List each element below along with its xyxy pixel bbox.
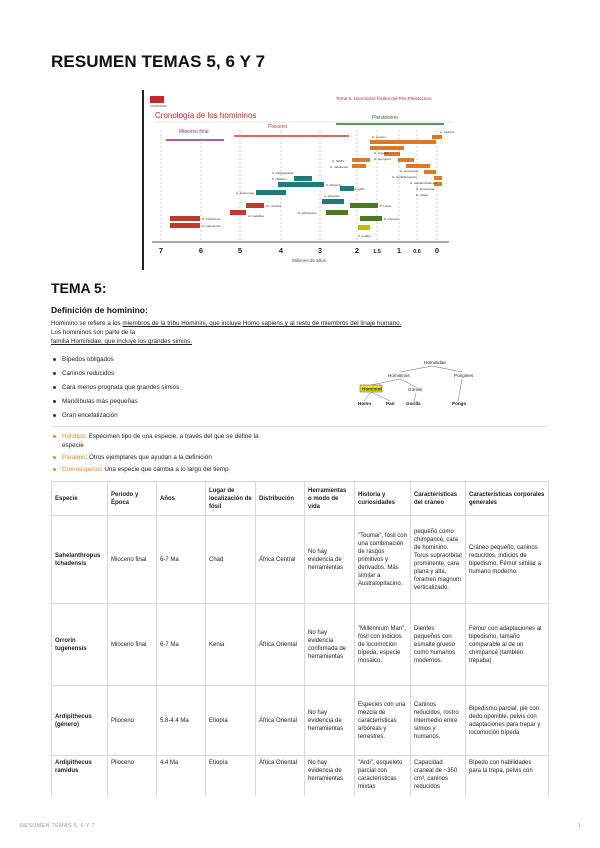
species-label: H. naledi [416, 193, 428, 197]
bar-ergaster [370, 146, 404, 150]
species-label: S. tchadensis [202, 217, 221, 221]
table-header-cell: Características del cráneo [411, 482, 466, 516]
bar-sahelanthropus [170, 216, 200, 221]
species-label: O. tugenensis [202, 224, 221, 228]
hominin-chronology-figure [142, 90, 460, 270]
traits-list [53, 352, 179, 422]
table-cell: Chad [206, 516, 256, 604]
species-label: H. floresiensis [416, 187, 435, 191]
table-cell: "Toumai", fósil con una combinación de rasgos primitivos y derivados. Más similar a Australopitacino. [355, 516, 411, 604]
bullet-icon [53, 468, 56, 471]
definition-term: Cronoespecie [62, 466, 101, 473]
table-header-cell: Características corporales generales [466, 482, 549, 516]
bar-sapiens [432, 135, 442, 139]
tick-label: 7 [158, 246, 164, 255]
list-item [53, 380, 179, 394]
bar-antecessor [398, 158, 414, 162]
tree-edges [364, 366, 462, 401]
tick-label: 1 [396, 246, 402, 255]
bar-ardipithecus-kadabba [230, 210, 246, 215]
bar-heidelbergensis [406, 164, 430, 168]
table-cell: No hay evidencia de herramientas [305, 686, 355, 756]
tree-root: Hominidae [424, 360, 446, 365]
table-cell: Ardipithecus ramidus [52, 756, 108, 796]
table-cell: 6-7 Ma [157, 604, 206, 686]
table-cell: África Central [256, 516, 305, 604]
bullet-icon [53, 386, 56, 389]
tick-label: 4 [278, 246, 284, 255]
bar-rudolfensis [352, 164, 366, 168]
bar-boisei [350, 203, 378, 208]
bar-afarensis [278, 182, 324, 187]
bullet-icon [53, 435, 56, 438]
bar-habilis [352, 158, 370, 162]
species-label: K. platyops [272, 177, 287, 181]
table-cell: África Oriental [256, 686, 305, 756]
list-item-text: Mandíbulas más pequeñas [62, 397, 138, 405]
tick-label: 1.5 [373, 249, 381, 255]
bullet-icon [53, 372, 56, 375]
taxonomy-tree [354, 358, 484, 410]
species-label: H. heidelbergensis [392, 175, 417, 179]
list-item [53, 394, 179, 408]
paragraph-family-link[interactable]: familia Hominidae, que incluye los grandes simios. [51, 338, 193, 345]
bullet-icon [53, 358, 56, 361]
table-cell: Ardipithecus (género) [52, 686, 108, 756]
tree-leaf: Gorilla [406, 401, 421, 406]
tick-label: 3 [317, 246, 323, 255]
table-cell: No hay evidencia confirmada de herramientas [305, 604, 355, 686]
period-label-mioceno: Mioceno final [179, 129, 209, 135]
tree-node-right: Pongines [454, 373, 474, 378]
species-label: Ar. kadabba [248, 214, 265, 218]
university-logo [150, 96, 164, 103]
definition-term: Paratipo [62, 454, 86, 461]
species-label: A. anamensis [236, 191, 255, 195]
species-label: Ar. ramidus [266, 204, 282, 208]
table-cell: 4.4 Ma [157, 756, 206, 796]
bar-garhi [340, 186, 354, 191]
table-cell: Plioceno [108, 686, 157, 756]
species-label: A. garhi [354, 187, 365, 191]
table-cell: Orrorin tugenensis [52, 604, 108, 686]
table-cell: Etiopía [206, 686, 256, 756]
species-label: A. afarensis [326, 183, 342, 187]
list-item [53, 453, 273, 462]
bar-aethiopicus [326, 210, 348, 215]
species-label: A. bahrelghazali [272, 171, 294, 175]
species-label: H. antecessor [400, 169, 419, 173]
bullet-icon [53, 456, 56, 459]
page-title: RESUMEN TEMAS 5, 6 Y 7 [51, 52, 266, 71]
bar-sediba [358, 225, 370, 230]
paragraph-hominino [51, 319, 401, 328]
table-row [52, 756, 549, 796]
species-label: H. ergaster [374, 151, 389, 155]
table-row [52, 686, 549, 756]
species-label: H. sapiens [440, 130, 455, 134]
axis-label: Millones de años [292, 258, 326, 263]
table-header-cell: Periodo y Época [108, 482, 157, 516]
list-item-text: Gran encefalización [62, 411, 118, 419]
list-item-text: Cara menos prognata que grandes simios [62, 383, 180, 391]
divider [51, 426, 548, 427]
table-cell: Especies con una mezcla de características arbóreas y terrestres. [355, 686, 411, 756]
species-label: H. erectus [372, 135, 386, 139]
tree-node-mid: Gorilini [408, 387, 423, 392]
bar-orrorin [170, 223, 200, 228]
type-definitions [53, 432, 273, 477]
species-label: P. aethiopicus [298, 211, 317, 215]
definition-body: : Otros ejemplares que ayudan a la definición [85, 454, 212, 461]
table-cell: África Oriental [256, 604, 305, 686]
table-row [52, 516, 549, 604]
species-label: P. robustus [384, 217, 399, 221]
table-cell: Plioceno [108, 756, 157, 796]
species-label: H. georgicus [374, 157, 391, 161]
footer-title: RESUMEN TEMAS 5, 6 Y 7 [20, 823, 95, 829]
paragraph-family: Los homininos son parte de la [51, 329, 136, 336]
bar-floresiensis [434, 176, 442, 180]
bar-bahrelghazali [294, 176, 312, 181]
table-cell: Capacidad craneal de ~350 cm³, caninos reducidos [411, 756, 466, 796]
table-header-cell: Distribución [256, 482, 305, 516]
table-row [52, 604, 549, 686]
footer-page-number: 1 [578, 823, 582, 829]
paragraph-link[interactable]: miembros de la tribu Hominini, que incluye Homo sapiens y al resto de miembros del linaje humano. [122, 320, 402, 327]
table-cell: No hay evidencia de herramientas [305, 756, 355, 796]
list-item [53, 432, 273, 450]
tick-label: 2 [354, 246, 360, 255]
table-cell: Bipedismo parcial, pie con dedo oponible, pelvis con adaptaciones para trepar y locomoción bípeda [466, 686, 549, 756]
definition-body: : Espécimen tipo de una especie, a través del que se define la especie [62, 433, 259, 449]
bar-anamensis [256, 190, 286, 195]
tree-leaf: Homo [358, 401, 372, 406]
table-cell: Dientes pequeños con esmalte grueso como humanos modernos. [411, 604, 466, 686]
list-item [53, 408, 179, 422]
bar-africanus [322, 199, 344, 204]
figure-subtitle: Tema 5. Homínidos fósiles del Plio-Pleistoceno [336, 96, 432, 101]
table-cell: Bípedo con habilidades para la trepa, pelvis con [466, 756, 549, 796]
list-item-text: Caninos reducidos [62, 369, 115, 377]
table-cell: Etiopía [206, 756, 256, 796]
period-label-pleistoceno: Pleistoceno [372, 115, 398, 121]
table-cell: "Millennium Man", fósil con indicios de locomoción bípeda, especie mosaico. [355, 604, 411, 686]
species-label: A. africanus [324, 194, 340, 198]
table-header-row [52, 482, 549, 516]
figure-heading: Cronología de los homininos [155, 111, 257, 120]
bullet-icon [53, 414, 56, 417]
table-cell: 5.8-4.4 Ma [157, 686, 206, 756]
table-cell: Caninos reducidos, rostro intermedio entre simios y humanos. [411, 686, 466, 756]
table-cell: No hay evidencia de herramientas [305, 516, 355, 604]
paragraph-text: Hominino se refiere a los [51, 320, 123, 327]
tick-label: 0 [434, 246, 440, 255]
bar-robustus [360, 216, 382, 221]
definition-text [62, 432, 273, 450]
tick-label: 0.6 [413, 249, 421, 255]
table-header-cell: Historia y curiosidades [355, 482, 411, 516]
list-item [53, 352, 179, 366]
species-label: H. habilis [332, 159, 345, 163]
table-cell: "Ardi", esqueleto parcial con características mixtas [355, 756, 411, 796]
bullet-icon [53, 400, 56, 403]
table-header-cell: Herramientas o modo de vida [305, 482, 355, 516]
bar-neanderthalensis [424, 170, 436, 174]
chronology-chart [144, 90, 460, 270]
table-cell: Cráneo pequeño, caninos reducidos, indicios de bipedismo. Fémur similar a humano moderno. [466, 516, 549, 604]
table-cell: África Oriental [256, 756, 305, 796]
logo-text: UNIVERSIDAD [150, 105, 168, 108]
tree-leaf: Pan [386, 401, 395, 406]
period-label-plioceno: Plioceno [268, 124, 288, 130]
section-heading-tema5: TEMA 5: [51, 280, 107, 296]
table-cell: Fémur con adaptaciones al bipedismo, tamaño comparable al de un chimpancé (también trepaba) [466, 604, 549, 686]
tick-label: 6 [198, 246, 204, 255]
species-label: A. sediba [358, 234, 371, 238]
table-cell: Mioceno final [108, 604, 157, 686]
table-cell: Mioceno final [108, 516, 157, 604]
list-item-text: Bípedos obligados [62, 355, 114, 363]
bar-ardipithecus-ramidus [246, 203, 264, 208]
table-header-cell: Especie [52, 482, 108, 516]
bar-erectus [370, 140, 436, 144]
species-label: H. rudolfensis [330, 165, 349, 169]
tree-node-left: Homininos [388, 373, 410, 378]
table-cell: 6-7 Ma [157, 516, 206, 604]
table-cell: Sahelanthropus tchadensis [52, 516, 108, 604]
tree-leaf: Pongo [452, 401, 467, 406]
tree-node-highlight: Hominini [362, 386, 382, 392]
species-label: H. neanderthalensis [410, 181, 437, 185]
species-label: P. boisei [380, 204, 392, 208]
table-cell: pequeño como chimpancé, cara de hominino. Torus supraorbital prominente, cara plana y alta, foramen magnum verticalizado. [411, 516, 466, 604]
definition-term: Holotipo [62, 433, 86, 440]
table-header-cell: Años [157, 482, 206, 516]
list-item [53, 366, 179, 380]
definition-body: : Una especie que cambia a lo largo del tiemp [100, 466, 229, 473]
table-header-cell: Lugar de localización de fósil [206, 482, 256, 516]
tick-label: 5 [237, 246, 243, 255]
table-cell: Kenia [206, 604, 256, 686]
definition-heading: Definición de hominino: [51, 305, 148, 315]
list-item [53, 465, 273, 474]
definition-text [62, 453, 212, 462]
definition-text [62, 465, 229, 474]
species-table [51, 481, 549, 796]
